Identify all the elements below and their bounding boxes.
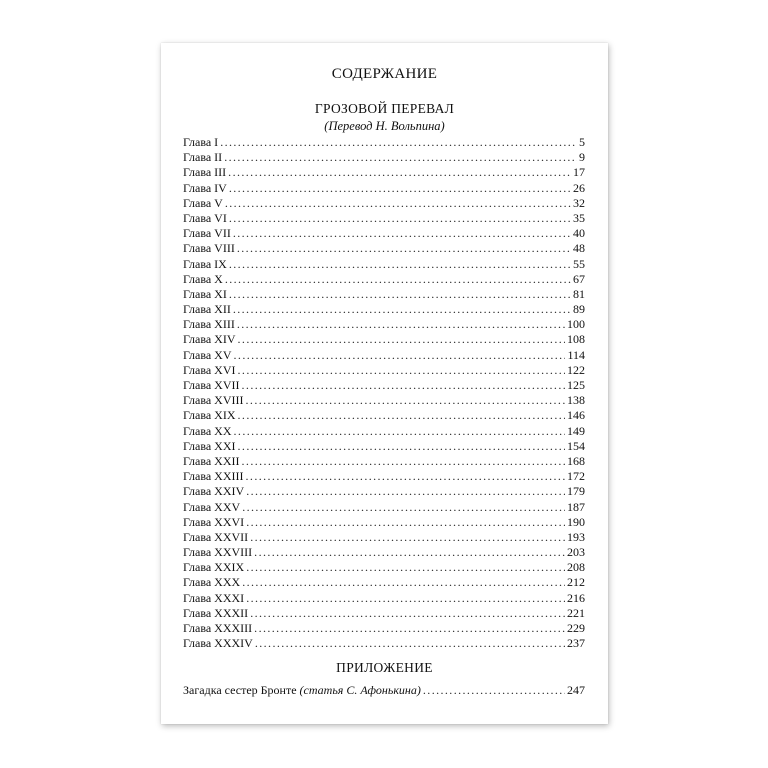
chapter-page-number: 212 — [567, 575, 585, 590]
leader-dots — [233, 226, 571, 241]
chapter-page-number: 208 — [567, 560, 585, 575]
leader-dots — [246, 393, 565, 408]
chapter-page-number: 48 — [573, 241, 585, 256]
chapter-page-number: 237 — [567, 636, 585, 651]
chapter-entry — [183, 575, 585, 590]
chapter-entry — [183, 393, 585, 408]
chapter-page-number: 81 — [573, 286, 585, 301]
chapter-label: Глава XXIX — [183, 560, 245, 575]
chapter-label: Глава XVII — [183, 378, 240, 392]
chapter-label: Глава V — [183, 195, 223, 210]
leader-dots — [246, 484, 565, 499]
chapter-entry — [183, 408, 585, 423]
part-subtitle: (Перевод Н. Вольпина) — [324, 119, 445, 133]
chapter-page-number: 100 — [567, 317, 585, 332]
chapter-page-number: 179 — [567, 484, 585, 499]
leader-dots — [242, 500, 565, 515]
chapter-label: Глава IV — [183, 180, 227, 195]
chapter-label: Глава XII — [183, 302, 231, 317]
part-title: ГРОЗОВОЙ ПЕРЕВАЛ — [314, 101, 455, 116]
chapter-entry — [183, 424, 585, 439]
chapter-label: Глава XVIII — [183, 393, 244, 408]
chapter-label: Глава XI — [183, 286, 227, 301]
chapter-page-number: 108 — [567, 332, 585, 347]
chapter-entry — [183, 621, 585, 636]
chapter-label: Глава IX — [183, 256, 227, 271]
chapter-label: Глава XIV — [183, 332, 236, 347]
leader-dots — [224, 150, 577, 165]
leader-dots — [255, 636, 565, 651]
chapter-entry — [183, 150, 585, 165]
leader-dots — [237, 241, 571, 256]
leader-dots — [220, 135, 577, 150]
chapter-label: Глава VI — [183, 210, 227, 225]
chapter-label: Глава XXXIV — [183, 636, 253, 651]
chapter-entry — [183, 636, 585, 651]
chapter-label: Глава XXXI — [183, 590, 245, 605]
chapter-entry — [183, 560, 585, 575]
chapter-label: Глава XXVII — [183, 529, 249, 544]
chapter-entry — [183, 454, 585, 469]
chapter-label: Глава XXVI — [183, 514, 245, 529]
chapter-label: Глава XXIV — [183, 484, 245, 499]
leader-dots — [242, 575, 565, 590]
chapter-entry — [183, 439, 585, 454]
leader-dots — [225, 196, 571, 211]
leader-dots — [246, 591, 565, 606]
chapter-entry — [183, 196, 585, 211]
chapter-label: Глава XXIII — [183, 469, 244, 484]
leader-dots — [250, 606, 565, 621]
toc-title: СОДЕРЖАНИЕ — [331, 66, 438, 82]
chapter-entry — [183, 332, 585, 347]
leader-dots — [246, 560, 565, 575]
leader-dots — [225, 272, 571, 287]
leader-dots — [229, 287, 571, 302]
chapter-page-number: 203 — [567, 545, 585, 560]
chapter-page-number: 168 — [567, 453, 585, 468]
book-page — [161, 43, 608, 724]
chapter-page-number: 40 — [573, 226, 585, 241]
leader-dots — [423, 682, 565, 698]
leader-dots — [254, 545, 565, 560]
chapter-entry — [183, 287, 585, 302]
chapter-page-number: 229 — [567, 621, 585, 635]
chapter-entry — [183, 302, 585, 317]
leader-dots — [250, 530, 565, 545]
chapter-label: Глава XXXIII — [183, 621, 253, 635]
chapter-entry — [183, 241, 585, 256]
chapter-page-number: 149 — [567, 423, 585, 438]
leader-dots — [246, 469, 565, 484]
chapter-entry — [183, 591, 585, 606]
chapter-entry — [183, 257, 585, 272]
appendix-entry — [183, 682, 585, 698]
chapter-entry — [183, 226, 585, 241]
chapter-page-number: 172 — [567, 469, 585, 484]
chapter-page-number: 146 — [567, 408, 585, 423]
chapter-label: Глава XXV — [183, 499, 241, 514]
appendix-entry-note: (статья С. Афонькина) — [299, 683, 421, 697]
chapter-label: Глава II — [183, 150, 223, 165]
chapter-label: Глава XXX — [183, 575, 241, 590]
leader-dots — [228, 165, 571, 180]
chapter-page-number: 187 — [567, 499, 585, 514]
chapter-entry — [183, 165, 585, 180]
chapter-entry — [183, 469, 585, 484]
chapter-page-number: 154 — [567, 438, 585, 453]
chapter-label: Глава III — [183, 165, 227, 180]
leader-dots — [242, 378, 565, 393]
appendix-entry-label — [183, 682, 421, 698]
chapter-page-number: 17 — [573, 165, 585, 180]
chapter-page-number: 55 — [573, 256, 585, 271]
chapter-label: Глава XXVIII — [183, 545, 253, 560]
chapter-page-number: 9 — [579, 150, 585, 165]
chapter-page-number: 5 — [579, 135, 585, 149]
chapter-entry — [183, 317, 585, 332]
chapter-page-number: 190 — [567, 514, 585, 529]
leader-dots — [238, 363, 565, 378]
chapter-entry — [183, 606, 585, 621]
chapter-page-number: 193 — [567, 529, 585, 544]
chapter-entry — [183, 348, 585, 363]
leader-dots — [238, 439, 565, 454]
chapter-label: Глава XXXII — [183, 605, 249, 620]
leader-dots — [242, 454, 565, 469]
leader-dots — [234, 348, 566, 363]
chapter-label: Глава VII — [183, 226, 231, 241]
chapter-entry — [183, 135, 585, 150]
chapter-label: Глава XIII — [183, 317, 235, 332]
chapter-entry — [183, 530, 585, 545]
chapter-entry — [183, 545, 585, 560]
chapter-entry — [183, 181, 585, 196]
chapter-entry — [183, 484, 585, 499]
chapter-page-number: 221 — [567, 605, 585, 620]
chapter-page-number: 35 — [573, 210, 585, 225]
appendix-title: ПРИЛОЖЕНИЕ — [336, 660, 433, 675]
leader-dots — [234, 424, 565, 439]
leader-dots — [238, 408, 565, 423]
chapter-page-number: 26 — [573, 180, 585, 195]
leader-dots — [246, 515, 565, 530]
chapter-entry — [183, 272, 585, 287]
chapter-label: Глава XVI — [183, 362, 236, 377]
chapter-label: Глава XXI — [183, 438, 236, 453]
leader-dots — [229, 211, 571, 226]
leader-dots — [229, 181, 571, 196]
chapter-entry — [183, 515, 585, 530]
chapter-entry — [183, 500, 585, 515]
leader-dots — [237, 317, 565, 332]
chapter-page-number: 67 — [573, 271, 585, 286]
chapter-label: Глава VIII — [183, 241, 235, 256]
chapter-label: Глава XV — [183, 347, 232, 362]
chapter-page-number: 32 — [573, 195, 585, 210]
appendix-entry-title: Загадка сестер Бронте — [183, 683, 297, 697]
chapter-label: Глава XX — [183, 423, 232, 438]
leader-dots — [233, 302, 571, 317]
chapter-page-number: 138 — [567, 393, 585, 408]
chapter-page-number: 114 — [567, 347, 585, 362]
chapter-page-number: 89 — [573, 302, 585, 317]
chapter-label: Глава X — [183, 271, 223, 286]
leader-dots — [229, 257, 571, 272]
chapter-label: Глава XIX — [183, 408, 236, 423]
chapter-page-number: 125 — [567, 378, 585, 392]
leader-dots — [238, 332, 565, 347]
leader-dots — [254, 621, 565, 636]
chapter-entry — [183, 378, 585, 393]
chapter-page-number: 122 — [567, 362, 585, 377]
chapter-label: Глава I — [183, 135, 219, 149]
chapter-label: Глава XXII — [183, 453, 240, 468]
chapter-page-number: 216 — [567, 590, 585, 605]
chapter-entry — [183, 363, 585, 378]
chapter-list — [183, 135, 585, 651]
appendix-entry-page: 247 — [567, 683, 585, 697]
chapter-entry — [183, 211, 585, 226]
